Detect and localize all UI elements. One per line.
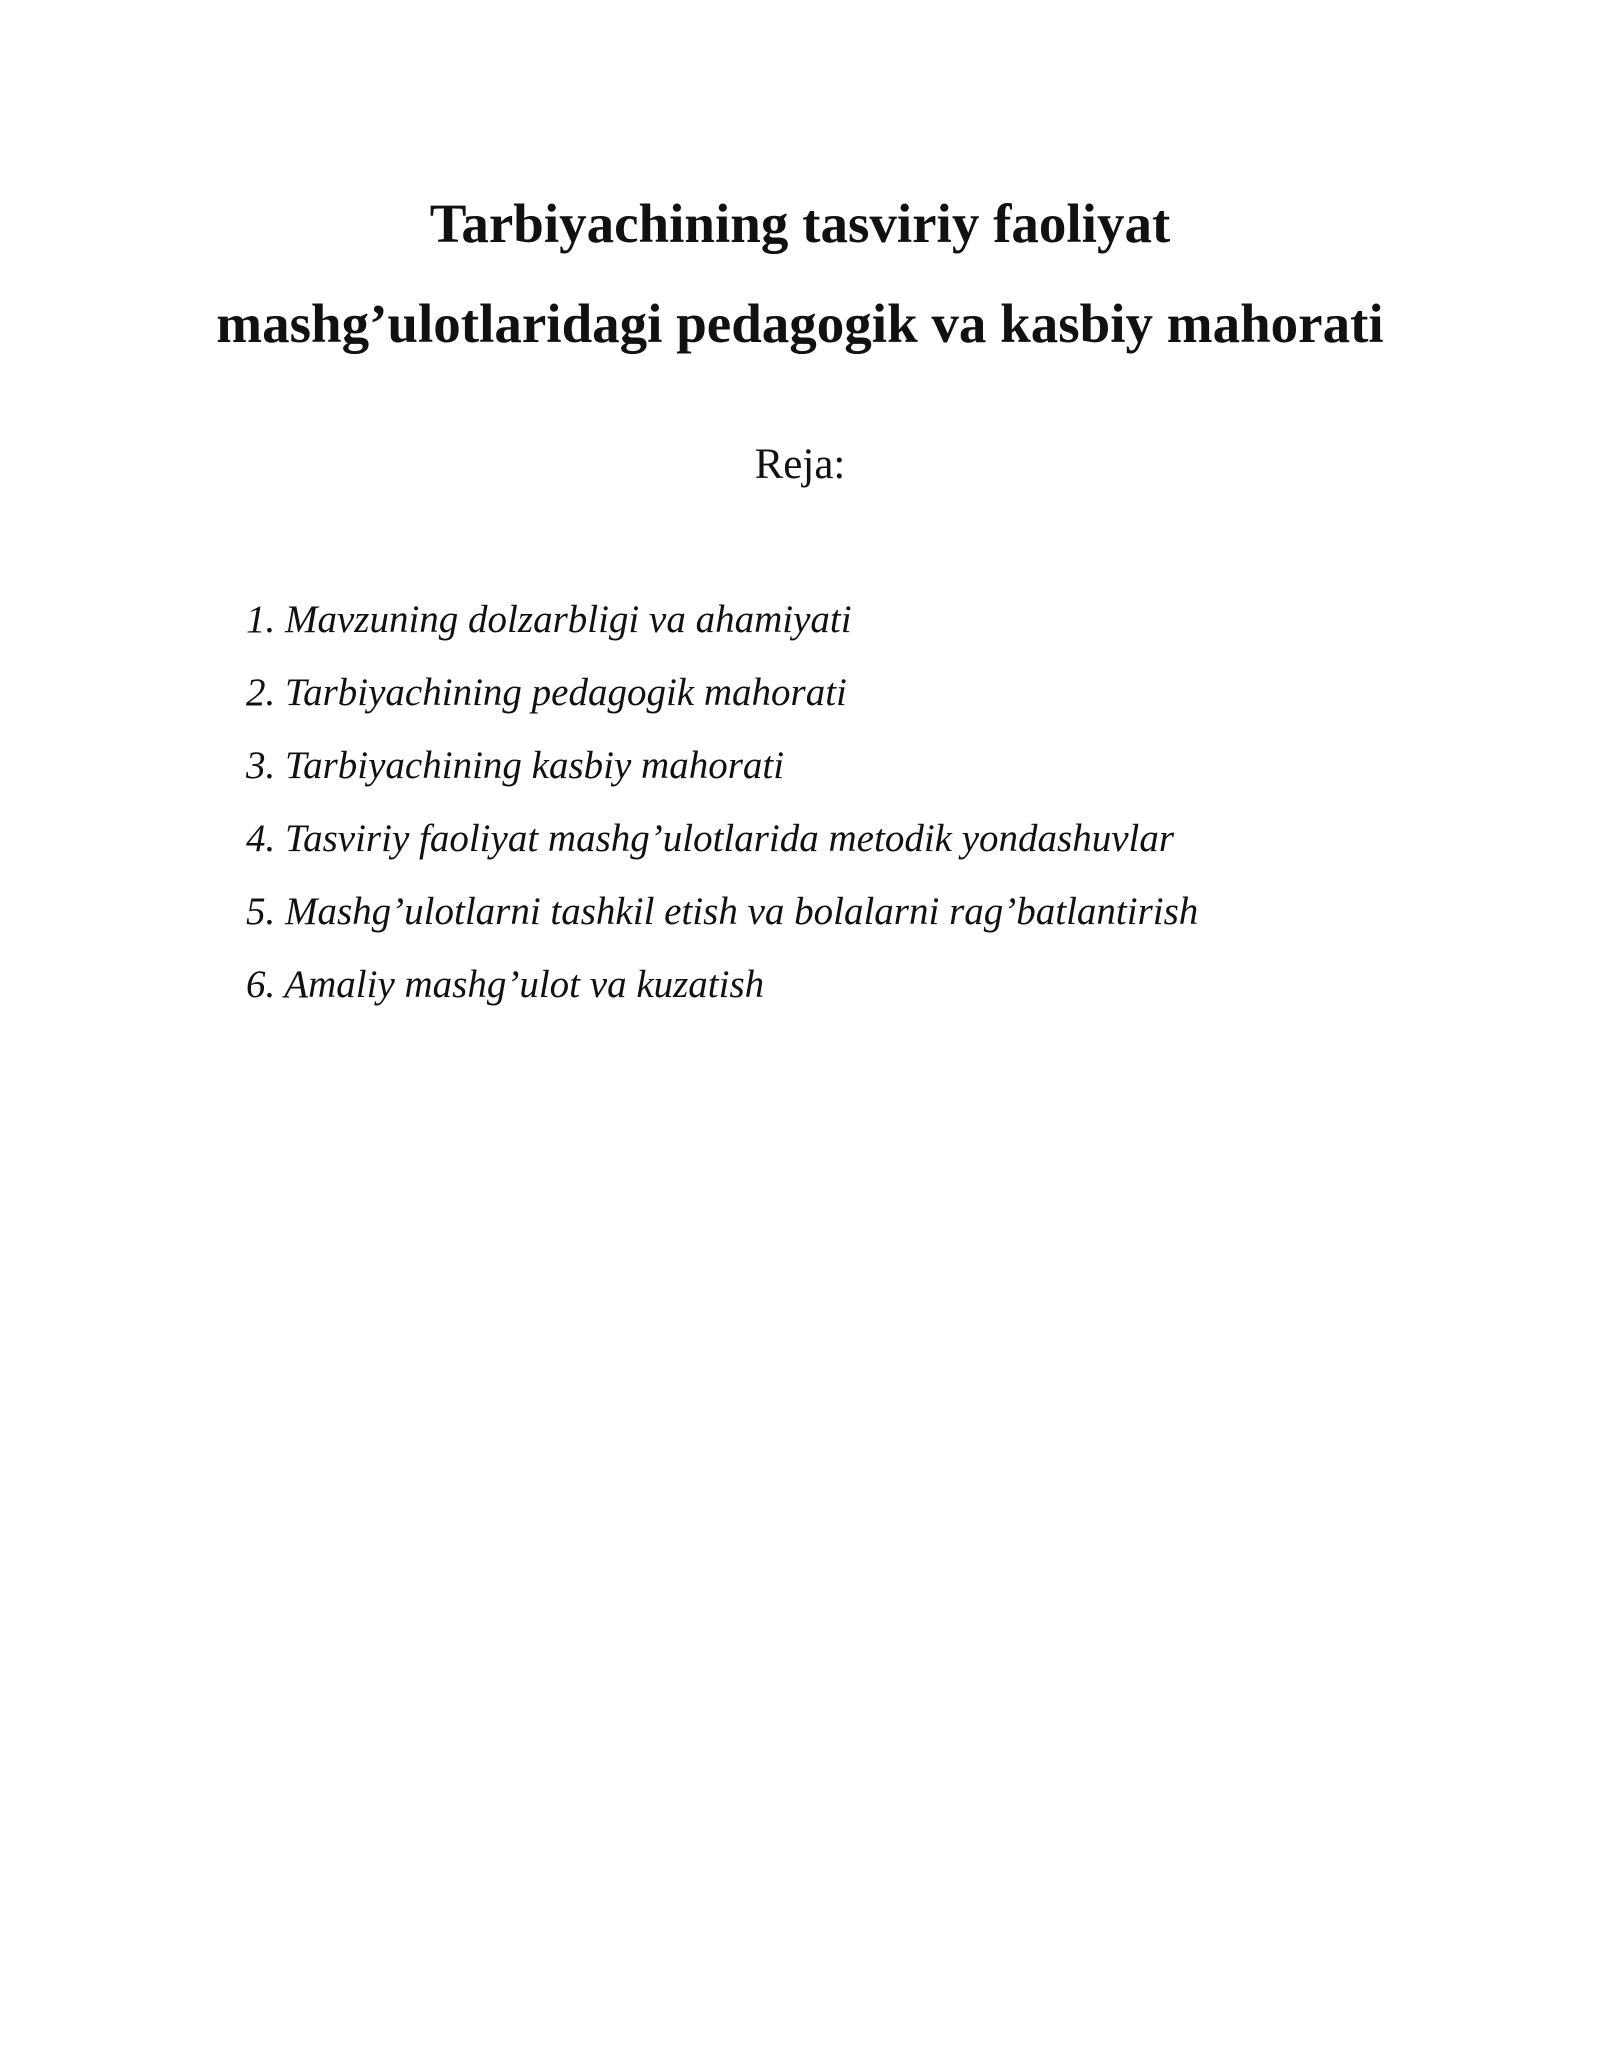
plan-item-4: 4. Tasviriy faoliyat mashg’ulotlarida metodik yondashuvlar xyxy=(246,817,1175,860)
plan-item-3: 3. Tarbiyachining kasbiy mahorati xyxy=(246,744,785,787)
document-title-line-1: Tarbiyachining tasviriy faoliyat xyxy=(429,193,1171,254)
plan-item-5: 5. Mashg’ulotlarni tashkil etish va bolalarni rag’batlantirish xyxy=(246,890,1199,933)
plan-item-6: 6. Amaliy mashg’ulot va kuzatish xyxy=(246,963,765,1006)
plan-heading: Reja: xyxy=(754,441,846,488)
plan-item-1: 1. Mavzuning dolzarbligi va ahamiyati xyxy=(246,598,852,641)
plan-item-2: 2. Tarbiyachining pedagogik mahorati xyxy=(246,671,847,714)
document-title-line-2: mashg’ulotlaridagi pedagogik va kasbiy mahorati xyxy=(216,293,1384,354)
plan-list xyxy=(246,600,1198,1038)
